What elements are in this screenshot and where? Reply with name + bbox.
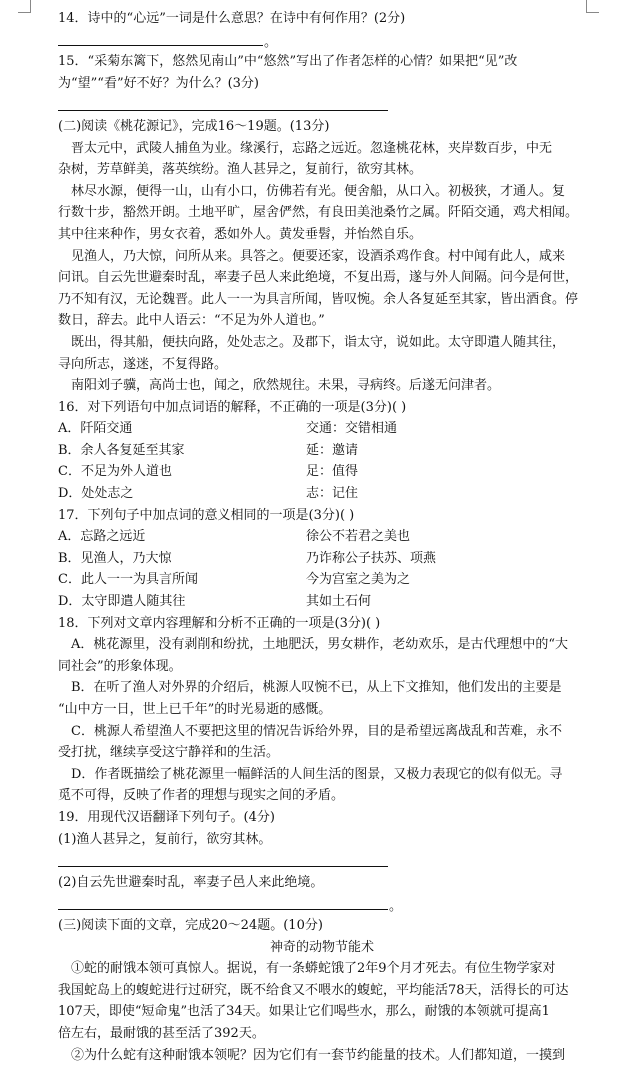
question-16-option-c[interactable]: C．不足为外人道也 足：值得 (58, 461, 586, 483)
question-16-option-a[interactable]: A．阡陌交通 交通：交错相通 (58, 418, 586, 440)
article-title: 神奇的动物节能术 (58, 937, 586, 959)
answer-line-15[interactable] (58, 94, 586, 116)
section-2-heading: (二)阅读《桃花源记》，完成16～19题。(13分) (58, 116, 586, 138)
answer-line-19-2[interactable] (58, 893, 586, 915)
section-3-heading: (三)阅读下面的文章，完成20～24题。(10分) (58, 915, 586, 937)
question-17-option-a[interactable]: A．忘路之远近 徐公不若君之美也 (58, 526, 586, 548)
passage-line: 其中往来种作，男女衣着，悉如外人。黄发垂髫，并怡然自乐。 (58, 224, 586, 246)
question-16: 16．对下列语句中加点词语的解释，不正确的一项是(3分)( ) (58, 397, 586, 419)
document-body (58, 8, 586, 1066)
answer-line-14[interactable] (58, 30, 586, 52)
passage-line: ①蛇的耐饿本领可真惊人。据说，有一条蟒蛇饿了2年9个月才死去。有位生物学家对 (58, 958, 586, 980)
passage-line: 晋太元中，武陵人捕鱼为业。缘溪行，忘路之远近。忽逢桃花林，夹岸数百步，中无 (58, 138, 586, 160)
passage-line: 行数十步，豁然开朗。土地平旷，屋舍俨然，有良田美池桑竹之属。阡陌交通，鸡犬相闻。 (58, 202, 586, 224)
corner-crop-mark (586, 0, 599, 13)
corner-crop-mark (18, 0, 31, 13)
question-17-option-d[interactable]: D．太守即遣人随其往 其如土石何 (58, 591, 586, 613)
passage-line: 林尽水源，便得一山，山有小口，仿佛若有光。便舍船，从口入。初极狭，才通人。复 (58, 181, 586, 203)
passage-line: 杂树，芳草鲜美，落英缤纷。渔人甚异之，复前行，欲穷其林。 (58, 159, 586, 181)
passage-line: 倍左右，最耐饿的甚至活了392天。 (58, 1023, 586, 1045)
question-18: 18．下列对文章内容理解和分析不正确的一项是(3分)( ) (58, 613, 586, 635)
passage-line: 乃不知有汉，无论魏晋。此人一一为具言所闻，皆叹惋。余人各复延至其家，皆出酒食。停 (58, 289, 586, 311)
passage-line: 南阳刘子骥，高尚士也，闻之，欣然规往。未果，寻病终。后遂无问津者。 (58, 375, 586, 397)
passage-line: 既出，得其船，便扶向路，处处志之。及郡下，诣太守，说如此。太守即遣人随其往， (58, 332, 586, 354)
question-18-option-a[interactable]: A．桃花源里，没有剥削和纷扰，土地肥沃，男女耕作，老幼欢乐，是古代理想中的“大 (58, 634, 586, 656)
question-19: 19．用现代汉语翻译下列句子。(4分) (58, 807, 586, 829)
question-19-sentence-1: (1)渔人甚异之，复前行，欲穷其林。 (58, 829, 586, 851)
question-17: 17．下列句子中加点词的意义相同的一项是(3分)( ) (58, 505, 586, 527)
answer-end-mark: 。 (264, 36, 277, 49)
answer-line-19-1[interactable] (58, 850, 586, 872)
question-18-option-b-cont: “山中方一日，世上已千年”的时光易逝的感慨。 (58, 699, 586, 721)
question-15-line-2: 为“望”“看”好不好？为什么？(3分) (58, 73, 586, 95)
question-18-option-b[interactable]: B．在听了渔人对外界的介绍后，桃源人叹惋不已，从上下文推知，他们发出的主要是 (58, 677, 586, 699)
question-18-option-c-cont: 受打扰，继续享受这宁静祥和的生活。 (58, 742, 586, 764)
passage-line: 见渔人，乃大惊，问所从来。具答之。便要还家，设酒杀鸡作食。村中闻有此人，咸来 (58, 246, 586, 268)
question-16-option-d[interactable]: D．处处志之 志：记住 (58, 483, 586, 505)
question-18-option-a-cont: 同社会”的形象体现。 (58, 656, 586, 678)
question-16-option-b[interactable]: B．余人各复延至其家 延：邀请 (58, 440, 586, 462)
question-18-option-d-cont: 觅不可得，反映了作者的理想与现实之间的矛盾。 (58, 785, 586, 807)
question-17-option-c[interactable]: C．此人一一为具言所闻 今为宫室之美为之 (58, 569, 586, 591)
question-18-option-c[interactable]: C．桃源人希望渔人不要把这里的情况告诉给外界，目的是希望远离战乱和苦难，永不 (58, 721, 586, 743)
question-18-option-d[interactable]: D．作者既描绘了桃花源里一幅鲜活的人间生活的图景，又极力表现它的似有似无。寻 (58, 764, 586, 786)
passage-line: ②为什么蛇有这种耐饿本领呢？因为它们有一套节约能量的技术。人们都知道，一摸到 (58, 1045, 586, 1066)
passage-line: 寻向所志，遂迷，不复得路。 (58, 354, 586, 376)
question-17-option-b[interactable]: B．见渔人，乃大惊 乃诈称公子扶苏、项燕 (58, 548, 586, 570)
passage-line: 问讯。自云先世避秦时乱，率妻子邑人来此绝境，不复出焉，遂与外人间隔。问今是何世， (58, 267, 586, 289)
question-19-sentence-2: (2)自云先世避秦时乱，率妻子邑人来此绝境。 (58, 872, 586, 894)
question-15-line-1: 15．“采菊东篱下，悠然见南山”中“悠然”写出了作者怎样的心情？如果把“见”改 (58, 51, 586, 73)
passage-line: 数日，辞去。此中人语云：“不足为外人道也。” (58, 310, 586, 332)
answer-end-mark: 。 (389, 900, 402, 913)
passage-line: 107天，即使“短命鬼”也活了34天。如果让它们喝些水，那么，耐饿的本领就可提高1 (58, 1001, 586, 1023)
passage-line: 我国蛇岛上的蝮蛇进行过研究，既不给食又不喂水的蝮蛇，平均能活78天，活得长的可达 (58, 980, 586, 1002)
question-14: 14．诗中的“心远”一词是什么意思？在诗中有何作用？(2分) (58, 8, 586, 30)
